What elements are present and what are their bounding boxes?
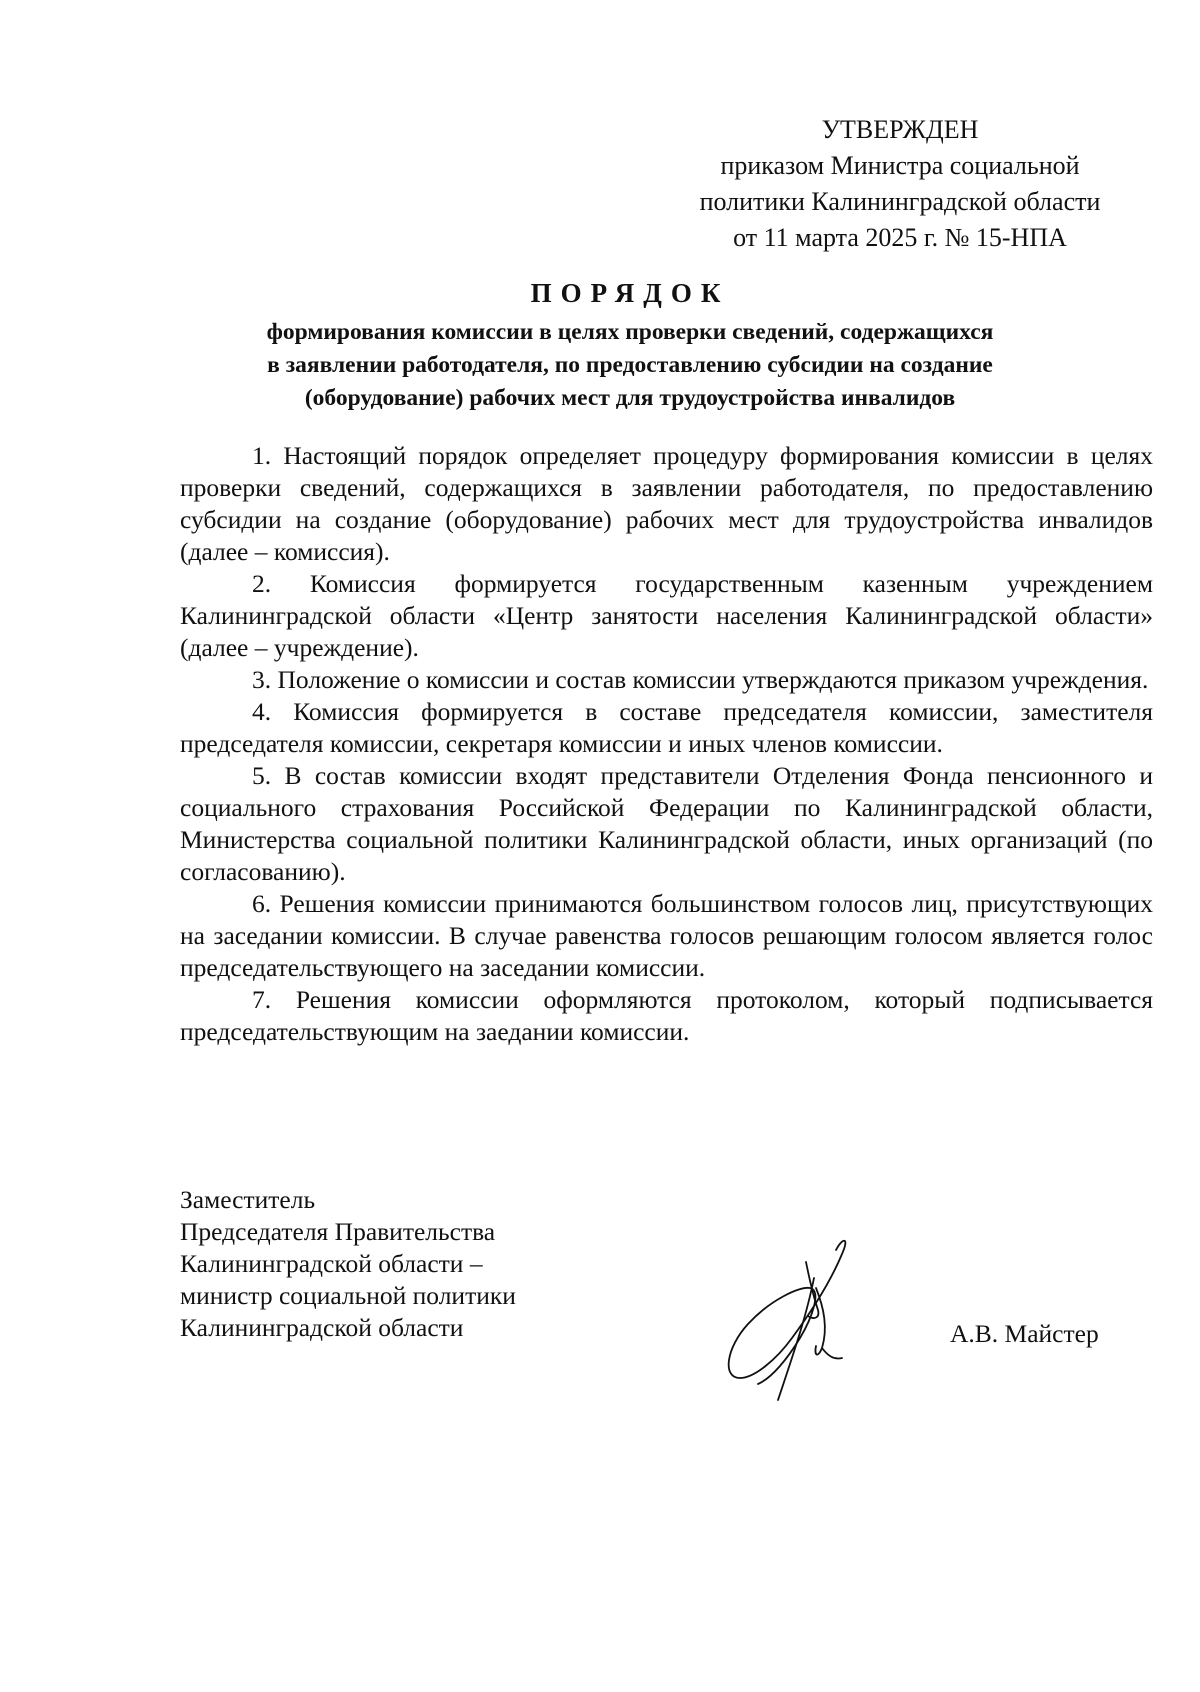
paragraph-6: 6. Решения комиссии принимаются большинством голосов лиц, присутствующих на заседании комиссии. В случае равенства голосов решающим голосом является голос председательствующего на заседании комиссии. (180, 889, 1153, 982)
approval-line-ministry: политики Калининградской области (699, 187, 1101, 216)
paragraph-3: 3. Положение о комиссии и состав комиссии утверждаются приказом учреждения. (252, 665, 1149, 694)
approval-line-date: от 11 марта 2025 г. № 15-НПА (733, 223, 1067, 252)
paragraph-4: 4. Комиссия формируется в составе председателя комиссии, заместителя председателя комиссии, секретаря комиссии и иных членов комиссии. (180, 697, 1153, 758)
document-body (180, 440, 1153, 1048)
signer-position (180, 1184, 600, 1344)
paragraph-5: 5. В состав комиссии входят представители Отделения Фонда пенсионного и социального страхования Российской Федерации по Калининградской области, Министерства социальной политики Калининградской области, иных организаций (по согласованию). (180, 761, 1153, 886)
subtitle-line-1: формирования комиссии в целях проверки сведений, содержащихся (266, 319, 994, 345)
paragraph-2: 2. Комиссия формируется государственным казенным учреждением Калининградской области «Центр занятости населения Калининградской области» (далее – учреждение). (180, 569, 1153, 662)
document-title: ПОРЯДОК (530, 278, 730, 308)
handwritten-signature (718, 1228, 918, 1408)
signer-line-2: Председателя Правительства (180, 1217, 496, 1246)
approval-heading: УТВЕРЖДЕН (821, 115, 979, 144)
document-subtitle (180, 316, 1080, 415)
approval-line-order: приказом Министра социальной (720, 151, 1080, 180)
paragraph-7: 7. Решения комиссии оформляются протоколом, который подписывается председательствующим на заедании комиссии. (180, 985, 1153, 1046)
paragraph-1: 1. Настоящий порядок определяет процедуру формирования комиссии в целях проверки сведений, содержащихся в заявлении работодателя, по предоставлению субсидии на создание (оборудование) рабочих мест для трудоустройства инвалидов (далее – комиссия). (180, 441, 1153, 566)
signer-name: А.В. Майстер (950, 1319, 1099, 1348)
signer-line-1: Заместитель (180, 1185, 316, 1214)
signer-line-4: министр социальной политики (180, 1281, 516, 1310)
signer-line-5: Калининградской области (180, 1313, 464, 1342)
approval-stamp (690, 112, 1110, 256)
subtitle-line-2: в заявлении работодателя, по предоставлению субсидии на создание (267, 352, 993, 378)
signer-line-3: Калининградской области – (180, 1249, 483, 1278)
title-block (180, 276, 1080, 415)
subtitle-line-3: (оборудование) рабочих мест для трудоустройства инвалидов (304, 385, 956, 411)
